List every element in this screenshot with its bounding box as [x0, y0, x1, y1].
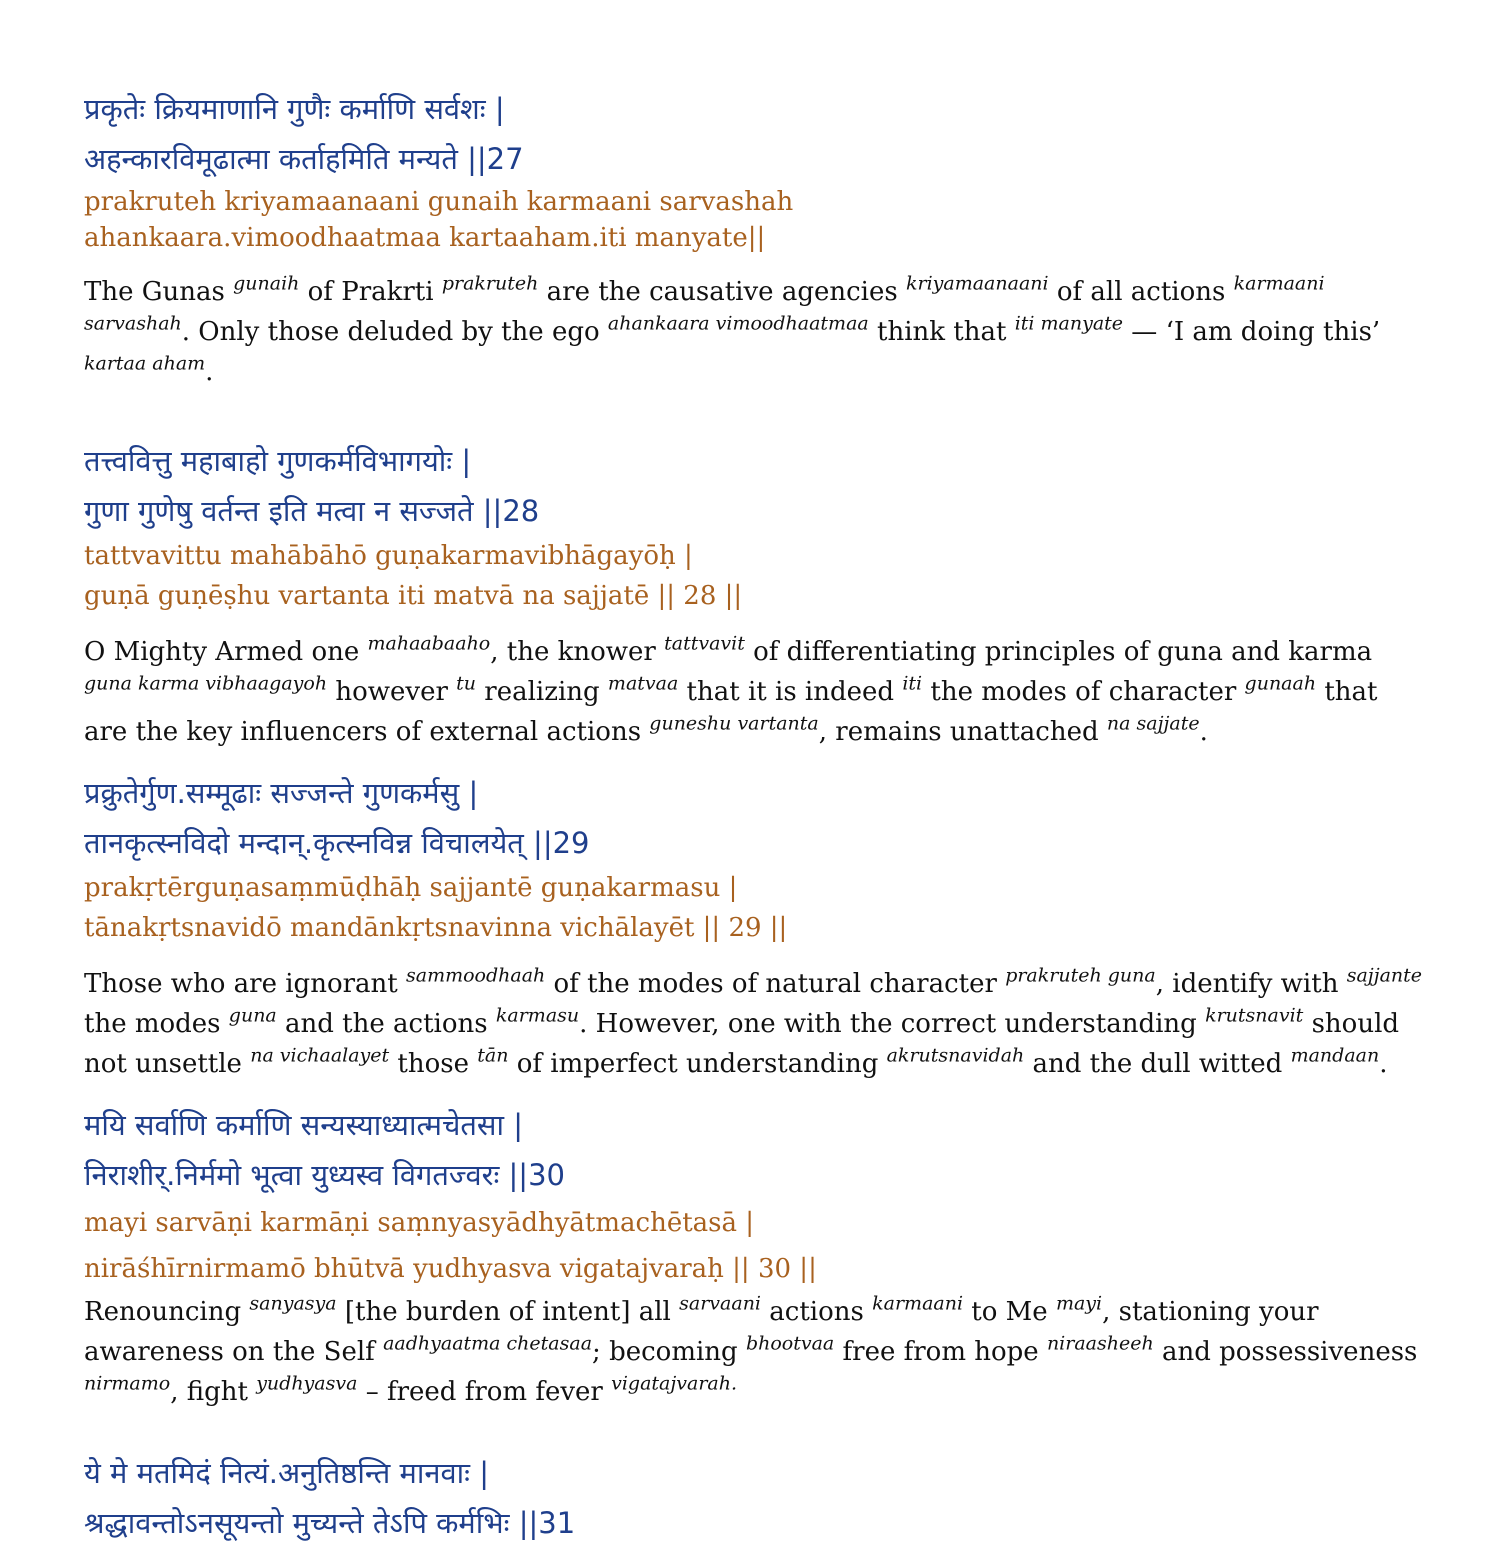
- meaning-text: The Gunas: [84, 277, 234, 307]
- sanskrit-gloss: aadhyaatma chetasaa: [383, 1332, 593, 1355]
- meaning-text: O Mighty Armed one: [84, 637, 368, 667]
- sanskrit-line: ये मे मतमिदं नित्यं.अनुतिष्ठन्ति मानवाः |: [84, 1456, 489, 1490]
- meaning-text: Those who are ignorant: [84, 969, 406, 999]
- sanskrit-gloss: yudhyasva: [256, 1372, 358, 1395]
- sanskrit-gloss: krutsnavit: [1205, 1004, 1304, 1027]
- sanskrit-gloss: kriyamaanaani: [905, 272, 1049, 295]
- verse-27: [84, 84, 1424, 392]
- meaning-text: Renouncing: [84, 1297, 250, 1327]
- sanskrit-gloss: iti manyate: [1014, 312, 1124, 335]
- sanskrit-line: निराशीर्.निर्ममो भूत्वा युध्यस्व विगतज्वरः ||30: [84, 1158, 565, 1192]
- sanskrit-gloss: nirmamo: [84, 1372, 171, 1395]
- sanskrit-gloss: sajjante: [1346, 964, 1423, 987]
- sanskrit-line: मयि सर्वाणि कर्माणि सन्यस्याध्यात्मचेतसा |: [84, 1108, 524, 1142]
- meaning-text: , the knower: [490, 637, 665, 667]
- sanskrit-line: तानकृत्स्नविदो मन्दान्.कृत्स्नविन्न विचालयेत् ||29: [84, 826, 590, 860]
- sanskrit-gloss: iti: [902, 672, 923, 695]
- meaning-text: are the causative agencies: [538, 277, 906, 307]
- transliteration-line: ahankaara.vimoodhaatmaa kartaaham.iti manyate||: [84, 223, 766, 253]
- meaning-text: .: [1379, 1049, 1388, 1079]
- sanskrit-gloss: mahaabaaho: [367, 632, 491, 655]
- sanskrit-gloss: prakruteh guna: [1005, 964, 1156, 987]
- meaning-text: the modes: [84, 1009, 229, 1039]
- sanskrit-gloss: guna: [228, 1004, 277, 1027]
- sanskrit-gloss: mayi: [1055, 1292, 1103, 1315]
- sanskrit-gloss: na sajjate: [1106, 712, 1200, 735]
- verse-28: [84, 436, 1424, 752]
- sanskrit-gloss: tattvavit: [664, 632, 745, 655]
- meaning-text: .: [205, 357, 214, 387]
- meaning-text: of Prakrti: [299, 277, 442, 307]
- sanskrit-gloss: sarvaani: [679, 1292, 762, 1315]
- meaning-text: . However, one with the correct understanding: [579, 1009, 1206, 1039]
- meaning-text: ; becoming: [592, 1337, 746, 1367]
- verse-meaning: [84, 964, 1424, 1084]
- sanskrit-gloss: niraasheeh: [1046, 1332, 1154, 1355]
- meaning-text: [the burden of intent] all: [336, 1297, 680, 1327]
- sanskrit-gloss: karmasu: [495, 1004, 580, 1027]
- sanskrit-gloss: tu: [456, 672, 477, 695]
- sanskrit-gloss: mandaan: [1290, 1044, 1380, 1067]
- sanskrit-gloss: guna karma vibhaagayoh: [84, 672, 328, 695]
- meaning-text: think that: [868, 317, 1015, 347]
- sanskrit-line: प्रकृतेः क्रियमाणानि गुणैः कर्माणि सर्वशः |: [84, 92, 505, 126]
- transliteration-line: nirāśhīrnirmamō bhūtvā yudhyasva vigatajvaraḥ || 30 ||: [84, 1254, 817, 1284]
- meaning-text: , remains unattached: [818, 717, 1107, 747]
- transliteration-line: mayi sarvāṇi karmāṇi saṃnyasyādhyātmachētasā |: [84, 1208, 755, 1238]
- sanskrit-gloss: na vichaalayet: [250, 1044, 390, 1067]
- verse-meaning: [84, 632, 1424, 752]
- transliteration-line: tattvavittu mahābāhō guṇakarmavibhāgayōḥ |: [84, 541, 693, 571]
- transliteration-line: tānakṛtsnavidō mandānkṛtsnavinna vichālayēt || 29 ||: [84, 913, 788, 943]
- meaning-text: to Me: [963, 1297, 1056, 1327]
- meaning-text: , fight: [170, 1377, 257, 1407]
- meaning-text: that are the key influencers of external actions: [84, 677, 1378, 747]
- sanskrit-gloss: prakruteh: [441, 272, 539, 295]
- sanskrit-gloss: sanyasya: [249, 1292, 337, 1315]
- meaning-text: , stationing your awareness on the Self: [84, 1297, 1319, 1367]
- meaning-text: should not unsettle: [84, 1009, 1400, 1079]
- sanskrit-line: गुणा गुणेषु वर्तन्त इति मत्वा न सज्जते ||28: [84, 494, 540, 528]
- meaning-text: .: [1199, 717, 1208, 747]
- meaning-text: that it is indeed: [678, 677, 903, 707]
- sanskrit-gloss: kartaa aham: [84, 352, 206, 375]
- meaning-text: – freed from fever: [357, 1377, 612, 1407]
- transliteration-line: prakruteh kriyamaanaani gunaih karmaani sarvashah: [84, 187, 794, 217]
- sanskrit-line: प्रक्रुतेर्गुण.सम्मूढाः सज्जन्ते गुणकर्मसु |: [84, 776, 479, 810]
- sanskrit-gloss: tān: [477, 1044, 509, 1067]
- sanskrit-gloss: karmaani sarvashah: [84, 272, 1325, 335]
- meaning-text: and the dull witted: [1024, 1049, 1291, 1079]
- meaning-text: however: [327, 677, 457, 707]
- verse-meaning: [84, 1292, 1424, 1412]
- meaning-text: of imperfect understanding: [508, 1049, 887, 1079]
- meaning-text: — ‘I am doing this’: [1123, 317, 1381, 347]
- verse-meaning: [84, 272, 1424, 392]
- meaning-text: and the actions: [276, 1009, 496, 1039]
- meaning-text: actions: [761, 1297, 873, 1327]
- sanskrit-gloss: ahankaara vimoodhaatmaa: [607, 312, 869, 335]
- sanskrit-line: श्रद्धावन्तोऽनसूयन्तो मुच्यन्ते तेऽपि कर्मभिः ||31: [84, 1506, 576, 1540]
- sanskrit-gloss: sammoodhaah: [405, 964, 546, 987]
- sanskrit-gloss: gunaah: [1244, 672, 1317, 695]
- meaning-text: the modes of character: [922, 677, 1245, 707]
- meaning-text: , identify with: [1155, 969, 1347, 999]
- meaning-text: and possessiveness: [1153, 1337, 1418, 1367]
- sanskrit-gloss: bhootvaa: [745, 1332, 835, 1355]
- sanskrit-gloss: matvaa: [607, 672, 679, 695]
- meaning-text: those: [389, 1049, 478, 1079]
- transliteration-line: guṇā guṇēṣhu vartanta iti matvā na sajjatē || 28 ||: [84, 581, 743, 611]
- sanskrit-line: तत्त्ववित्तु महाबाहो गुणकर्मविभागयोः |: [84, 444, 472, 478]
- meaning-text: . Only those deluded by the ego: [181, 317, 608, 347]
- verse-30: [84, 1100, 1424, 1412]
- sanskrit-gloss: guneshu vartanta: [649, 712, 819, 735]
- sanskrit-gloss: gunaih: [233, 272, 300, 295]
- sanskrit-gloss: akrutsnavidah: [886, 1044, 1025, 1067]
- sanskrit-gloss: karmaani: [872, 1292, 964, 1315]
- transliteration-line: prakṛtērguṇasaṃmūḍhāḥ sajjantē guṇakarmasu |: [84, 873, 738, 903]
- sanskrit-gloss: vigatajvarah.: [611, 1372, 738, 1395]
- sanskrit-line: अहन्कारविमूढात्मा कर्ताहमिति मन्यते ||27: [84, 142, 524, 176]
- meaning-text: free from hope: [834, 1337, 1047, 1367]
- meaning-text: of all actions: [1048, 277, 1234, 307]
- verse-29: [84, 768, 1424, 1084]
- meaning-text: of the modes of natural character: [545, 969, 1006, 999]
- meaning-text: realizing: [476, 677, 608, 707]
- verse-31: [84, 1448, 1424, 1548]
- meaning-text: of differentiating principles of guna and karma: [744, 637, 1373, 667]
- document-page: [84, 84, 1424, 1548]
